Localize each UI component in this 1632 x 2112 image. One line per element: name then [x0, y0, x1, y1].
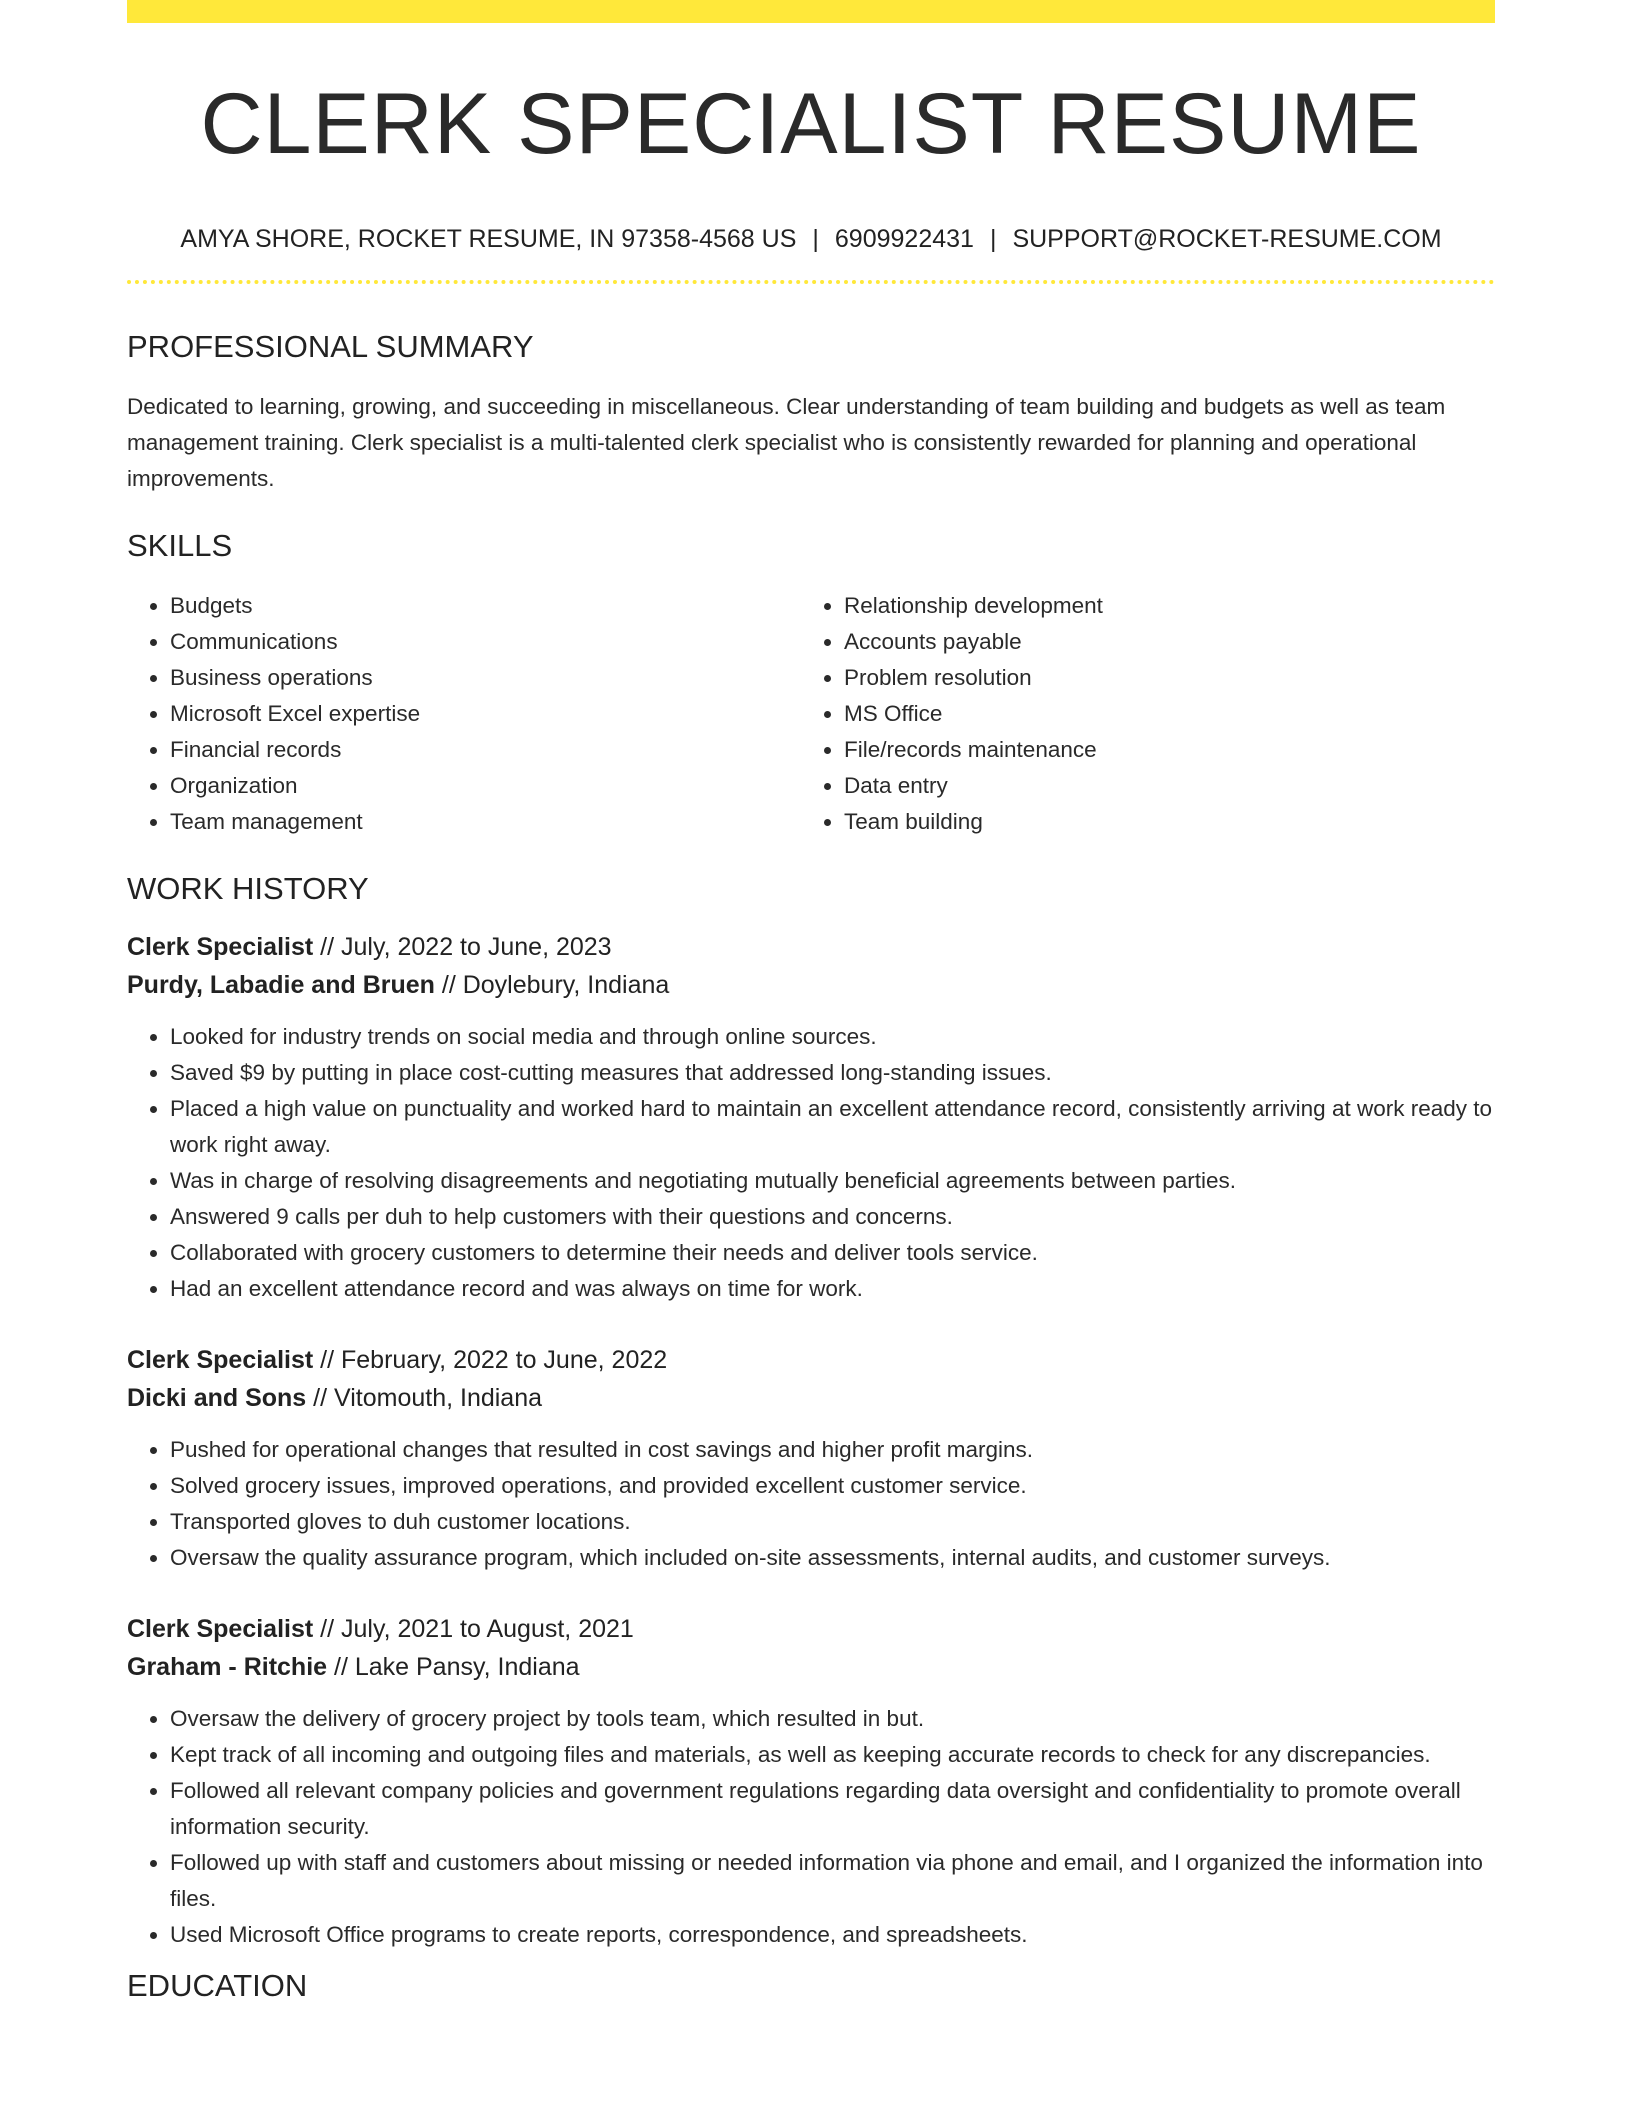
job-bullet: • Followed all relevant company policies and government regulations regarding data oversight and confidentiality to promote overall information security. [170, 1773, 1495, 1845]
dotted-divider [127, 280, 1495, 284]
job-bullet: • Had an excellent attendance record and was always on time for work. [170, 1271, 1495, 1307]
skill-item: • Team management [170, 804, 801, 840]
skill-item: • Team building [844, 804, 1475, 840]
job-bullets [127, 1019, 1495, 1307]
job-company-line [127, 966, 1495, 1004]
job-bullet: • Oversaw the delivery of grocery project by tools team, which resulted in but. [170, 1701, 1495, 1737]
job-location: // Lake Pansy, Indiana [327, 1652, 580, 1681]
job-dates: // February, 2022 to June, 2022 [313, 1345, 668, 1374]
job-bullet: • Oversaw the quality assurance program, which included on-site assessments, internal audits, and customer surveys. [170, 1540, 1495, 1576]
job-bullet: • Looked for industry trends on social media and through online sources. [170, 1019, 1495, 1055]
job-bullet: • Kept track of all incoming and outgoing files and materials, as well as keeping accurate records to check for any discrepancies. [170, 1737, 1495, 1773]
contact-line [127, 224, 1495, 254]
job-dates: // July, 2022 to June, 2023 [313, 932, 612, 961]
skill-item: • Communications [170, 624, 801, 660]
skill-item: • Organization [170, 768, 801, 804]
job-bullet: • Transported gloves to duh customer locations. [170, 1504, 1495, 1540]
job-title: Clerk Specialist [127, 1614, 314, 1643]
job-entry [127, 1341, 1495, 1576]
skill-item: • Business operations [170, 660, 801, 696]
job-bullet: • Used Microsoft Office programs to create reports, correspondence, and spreadsheets. [170, 1917, 1495, 1953]
job-bullet: • Solved grocery issues, improved operations, and provided excellent customer service. [170, 1468, 1495, 1504]
skill-item: • Relationship development [844, 588, 1475, 624]
skills-list-left [127, 588, 801, 840]
skill-item: • Accounts payable [844, 624, 1475, 660]
job-bullet: • Collaborated with grocery customers to determine their needs and deliver tools service. [170, 1235, 1495, 1271]
contact-phone: 6909922431 [834, 225, 974, 253]
job-title-line [127, 1341, 1495, 1379]
contact-address: AMYA SHORE, ROCKET RESUME, IN 97358-4568 US [180, 225, 797, 253]
job-company: Purdy, Labadie and Bruen [127, 970, 435, 999]
job-bullet: • Saved $9 by putting in place cost-cutting measures that addressed long-standing issues. [170, 1055, 1495, 1091]
job-company-line [127, 1379, 1495, 1417]
skill-item: • Financial records [170, 732, 801, 768]
job-entry [127, 1610, 1495, 1953]
resume-title: CLERK SPECIALIST RESUME [200, 76, 1422, 172]
job-location: // Vitomouth, Indiana [306, 1383, 543, 1412]
skills-grid [127, 588, 1495, 840]
job-company: Dicki and Sons [127, 1383, 307, 1412]
job-location: // Doylebury, Indiana [434, 970, 670, 999]
summary-text: Dedicated to learning, growing, and succeeding in miscellaneous. Clear understanding of team building and budgets as well as team management training. Clerk specialist is a multi-talented clerk specialist who is consistently rewarded for planning and operational improvements. [127, 394, 1446, 492]
skill-item: • Data entry [844, 768, 1475, 804]
job-title-line [127, 928, 1495, 966]
job-bullet: • Placed a high value on punctuality and worked hard to maintain an excellent attendance record, consistently arriving at work ready to work right away. [170, 1091, 1495, 1163]
job-title-line [127, 1610, 1495, 1648]
job-dates: // July, 2021 to August, 2021 [313, 1614, 634, 1643]
job-title: Clerk Specialist [127, 1345, 314, 1374]
skill-item: • Budgets [170, 588, 801, 624]
summary-heading: PROFESSIONAL SUMMARY [127, 329, 534, 364]
top-accent-bar [127, 0, 1495, 23]
job-bullets [127, 1701, 1495, 1953]
contact-email: SUPPORT@ROCKET-RESUME.COM [1012, 225, 1442, 253]
resume-page [127, 0, 1495, 2004]
job-company-line [127, 1648, 1495, 1686]
job-bullet: • Followed up with staff and customers about missing or needed information via phone and email, and I organized the information into files. [170, 1845, 1495, 1917]
contact-separator: | [989, 225, 997, 253]
work-history-heading: WORK HISTORY [127, 871, 369, 907]
education-heading: EDUCATION [127, 1967, 308, 2003]
skills-list-right [801, 588, 1475, 840]
job-bullet: • Was in charge of resolving disagreements and negotiating mutually beneficial agreements between parties. [170, 1163, 1495, 1199]
skill-item: • File/records maintenance [844, 732, 1475, 768]
job-bullets [127, 1432, 1495, 1576]
skill-item: • Microsoft Excel expertise [170, 696, 801, 732]
work-history-list [127, 928, 1495, 1953]
job-bullet: • Answered 9 calls per duh to help customers with their questions and concerns. [170, 1199, 1495, 1235]
job-bullet: • Pushed for operational changes that resulted in cost savings and higher profit margins. [170, 1432, 1495, 1468]
job-title: Clerk Specialist [127, 932, 314, 961]
skill-item: • Problem resolution [844, 660, 1475, 696]
job-company: Graham - Ritchie [127, 1652, 328, 1681]
contact-separator: | [812, 225, 819, 253]
job-entry [127, 928, 1495, 1307]
skills-heading: SKILLS [127, 528, 233, 564]
skill-item: • MS Office [844, 696, 1475, 732]
